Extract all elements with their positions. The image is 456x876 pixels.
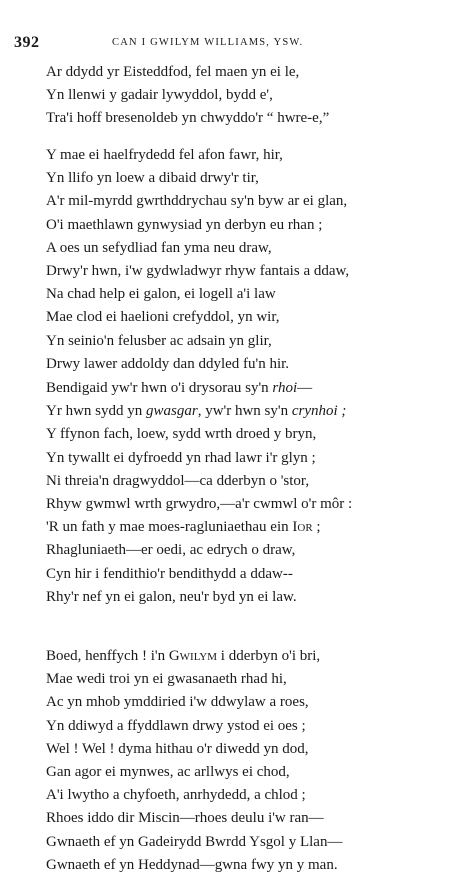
line-text: Cyn hir i fendithio'r bendithydd a ddaw-- (46, 565, 293, 582)
small-caps-text: Gwilym (168, 648, 218, 664)
line-text: Rhyw gwmwl wrth grwydro,—a'r cwmwl o'r môr : (46, 496, 353, 512)
verse-line (46, 285, 276, 305)
verse-line (46, 495, 352, 515)
verse-line (46, 647, 320, 667)
line-text: Ac yn mhob ymddiried i'w ddwylaw a roes, (46, 694, 309, 711)
line-text: A oes un sefydliad fan yma neu draw, (46, 239, 272, 256)
line-text: Gwnaeth ef yn Gadeirydd Bwrdd Ysgol y Llan— (46, 833, 343, 850)
verse-line (46, 169, 259, 189)
verse-line (46, 740, 308, 760)
italic-text: crynhoi ; (291, 403, 347, 420)
verse-line (46, 239, 272, 259)
line-text: Yn llifo yn loew a dibaid drwy'r tir, (46, 170, 259, 187)
line-text: O'i maethlawn gynwysiad yn derbyn eu rhan ; (46, 216, 323, 233)
page-number: 392 (14, 34, 40, 51)
italic-text: gwasgar (146, 403, 198, 420)
line-text: , yw'r hwn sy'n (197, 403, 292, 420)
line-text: Ar ddydd yr Eisteddfod, fel maen yn ei le, (46, 64, 300, 80)
verse-line (46, 565, 293, 585)
verse-line (46, 332, 272, 352)
line-text: Boed, henffych ! i'n (46, 648, 169, 664)
verse-line (46, 717, 306, 737)
running-title: CAN I GWILYM WILLIAMS, YSW. (112, 37, 304, 48)
verse-line (46, 763, 290, 783)
line-text: Yn tywallt ei dyfroedd yn rhad lawr i'r glyn ; (46, 449, 316, 466)
verse-line (46, 379, 312, 399)
verse-line (46, 541, 295, 561)
verse-line (46, 518, 321, 538)
line-text: A'i lwytho a chyfoeth, anrhydedd, a chlod ; (46, 787, 306, 804)
line-text: Yr hwn sydd yn (46, 403, 146, 420)
line-text: Gan agor ei mynwes, ac arllwys ei chod, (46, 764, 290, 780)
italic-text: rhoi (272, 380, 298, 396)
verse-line (46, 355, 289, 375)
verse-line (46, 308, 280, 328)
verse-line (46, 449, 316, 469)
line-text: Mae clod ei haelioni crefyddol, yn wir, (46, 309, 280, 326)
line-text: Rhagluniaeth—er oedi, ac edrych o draw, (46, 542, 296, 559)
verse-line (46, 809, 324, 829)
verse-line (46, 216, 322, 236)
line-text: A'r mil-myrdd gwrthddrychau sy'n byw ar ei glan, (46, 193, 348, 210)
verse-line (46, 63, 299, 83)
line-text: Na chad help ei galon, ei logell a'i law (46, 286, 276, 303)
verse-line (46, 670, 287, 690)
line-text: Mae wedi troi yn ei gwasanaeth rhad hi, (46, 671, 287, 688)
verse-line (46, 693, 309, 713)
line-text: Y mae ei haelfrydedd fel afon fawr, hir, (46, 147, 283, 163)
verse-line (46, 402, 346, 422)
line-text: ; (312, 519, 321, 536)
verse-line (46, 472, 309, 492)
line-text: Wel ! Wel ! dyma hithau o'r diwedd yn dod, (46, 740, 309, 757)
small-caps-text: Ior (292, 519, 313, 536)
line-text: Drwy'r hwn, i'w gydwladwyr rhyw fantais a ddaw, (46, 263, 350, 279)
line-text: Yn seinio'n felusber ac adsain yn glir, (46, 332, 272, 349)
verse-line (46, 425, 316, 445)
line-text: Drwy lawer addoldy dan ddyled fu'n hir. (46, 355, 290, 372)
verse-line (46, 833, 342, 853)
line-text: Yn llenwi y gadair lywyddol, bydd e', (46, 87, 273, 104)
line-text: Bendigaid yw'r hwn o'i drysorau sy'n (46, 380, 273, 396)
verse-line (46, 86, 273, 106)
verse-line (46, 588, 297, 608)
line-text: Rhy'r nef yn ei galon, neu'r byd yn ei law. (46, 588, 297, 605)
verse-line (46, 192, 347, 212)
line-text: — (297, 380, 313, 396)
line-text: Tra'i hoff bresenoldeb yn chwyddo'r “ hwre-e,” (46, 110, 330, 127)
verse-line (46, 786, 306, 806)
line-text: Yn ddiwyd a ffyddlawn drwy ystod ei oes ; (46, 717, 306, 734)
line-text: Gwnaeth ef yn Heddynad—gwna fwy yn y man. (46, 856, 338, 873)
verse-line (46, 146, 283, 166)
line-text: Rhoes iddo dir Miscin—rhoes deulu i'w ran— (46, 810, 324, 827)
line-text: i dderbyn o'i bri, (217, 648, 321, 664)
line-text: Y ffynon fach, loew, sydd wrth droed y bryn, (46, 426, 317, 443)
line-text: 'R un fath y mae moes-ragluniaethau ein (46, 519, 293, 536)
line-text: Ni threia'n dragwyddol—ca dderbyn o 'stor, (46, 472, 310, 489)
verse-line (46, 262, 349, 282)
verse-line (46, 109, 329, 129)
